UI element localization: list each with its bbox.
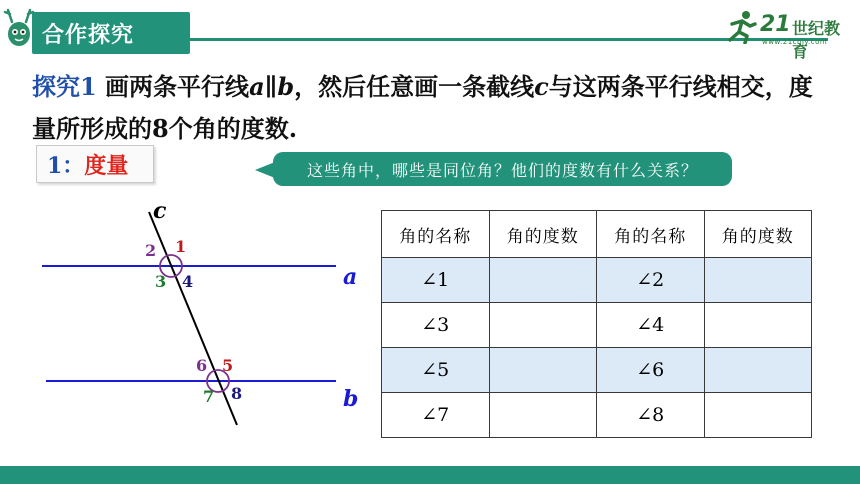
mascot-icon: [2, 4, 36, 52]
transversal-c: [149, 212, 237, 425]
table-header: 角的名称: [597, 211, 705, 258]
label-b: b: [343, 386, 359, 412]
angle-value-cell[interactable]: [704, 258, 812, 303]
angle-name-cell: ∠1: [382, 258, 490, 303]
table-header: 角的度数: [704, 211, 812, 258]
task-text-1: 画两条平行线: [96, 72, 250, 101]
angle-label-4: 4: [182, 272, 194, 291]
parallel-symbol: ∥: [264, 72, 278, 101]
brand-logo: [724, 10, 854, 61]
table-header-row: [382, 211, 812, 258]
table-row: [382, 348, 812, 393]
angle-label-6: 6: [196, 356, 208, 375]
angle-name-cell: ∠2: [597, 258, 705, 303]
angle-value-cell[interactable]: [704, 348, 812, 393]
angle-name-cell: ∠3: [382, 303, 490, 348]
step-box: [36, 145, 154, 183]
var-a: a: [249, 72, 265, 101]
var-b: b: [277, 72, 295, 101]
task-text-2: ，然后任意画一条截线: [294, 72, 535, 101]
section-title: 合作探究: [42, 22, 135, 48]
angle-label-5: 5: [222, 356, 234, 375]
step-number: 1：: [47, 152, 85, 179]
angle-name-cell: ∠7: [382, 393, 490, 438]
step-label: 度量: [84, 152, 129, 179]
angle-table: [381, 210, 812, 438]
angle-label-7: 7: [203, 387, 215, 406]
logo-url: www.21cnjy.com: [762, 38, 828, 46]
label-a: a: [343, 264, 358, 290]
logo-text: 世纪教育: [792, 19, 841, 61]
table-row: [382, 303, 812, 348]
label-c: c: [153, 198, 167, 224]
logo-number: 21: [760, 12, 791, 37]
prompt-pointer: [255, 162, 275, 178]
var-c: c: [534, 72, 549, 101]
angle-name-cell: ∠4: [597, 303, 705, 348]
table-header: 角的度数: [489, 211, 597, 258]
table-row: [382, 258, 812, 303]
task-label: 探究1: [32, 72, 97, 101]
angle-label-8: 8: [231, 384, 243, 403]
task-text-3: 与这两条平行线相交，度量所形成的8个角的度数.: [32, 72, 813, 143]
angle-label-3: 3: [155, 272, 167, 291]
footer-bar: [0, 466, 860, 484]
angle-name-cell: ∠5: [382, 348, 490, 393]
angle-value-cell[interactable]: [489, 303, 597, 348]
angle-value-cell[interactable]: [489, 348, 597, 393]
angle-value-cell[interactable]: [489, 393, 597, 438]
angle-name-cell: ∠6: [597, 348, 705, 393]
angle-value-cell[interactable]: [704, 393, 812, 438]
table-row: [382, 393, 812, 438]
section-tab: [32, 12, 190, 54]
angle-value-cell[interactable]: [704, 303, 812, 348]
table-header: 角的名称: [382, 211, 490, 258]
runner-icon: [724, 10, 760, 44]
angle-name-cell: ∠8: [597, 393, 705, 438]
angle-label-1: 1: [175, 237, 187, 256]
parallel-lines-diagram: [0, 190, 380, 440]
question-bubble: 这些角中，哪些是同位角？他们的度数有什么关系？: [273, 152, 732, 186]
angle-label-2: 2: [145, 241, 157, 260]
angle-value-cell[interactable]: [489, 258, 597, 303]
task-statement: [32, 66, 832, 150]
